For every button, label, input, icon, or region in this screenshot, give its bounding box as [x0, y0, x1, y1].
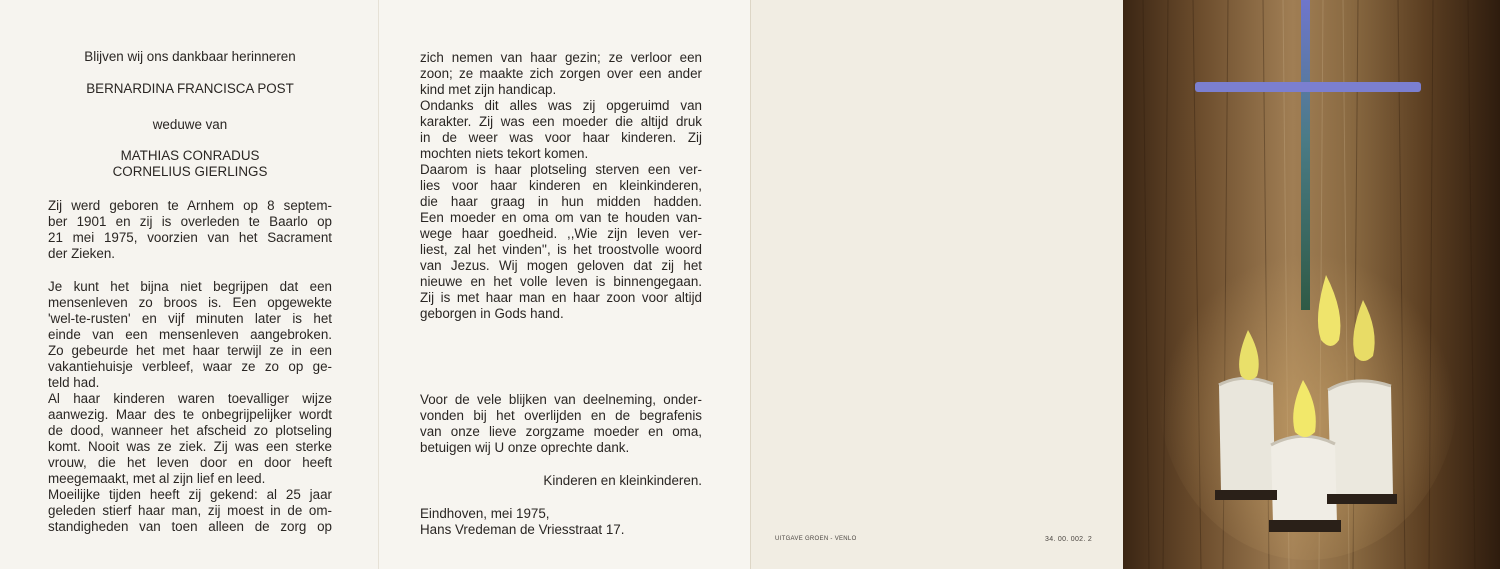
text-line: zoon; ze maakte zich zorgen over een ander [420, 66, 702, 81]
back-page [750, 0, 1124, 569]
family-signature: Kinderen en kleinkinderen. [543, 473, 702, 488]
text-line: geleden stierf haar man, zij moest in de om- [48, 503, 332, 518]
text-line: 21 mei 1975, voorzien van het Sacrament [48, 230, 332, 245]
widow-of-line: weduwe van [152, 117, 228, 132]
text-line: Daarom is haar plotseling sterven een ver- [420, 162, 702, 177]
text-line: Een moeder en oma om van te houden van- [420, 210, 702, 225]
card-code: 34. 00. 002. 2 [1045, 536, 1093, 543]
text-line: Moeilijke tijden heeft zij gekend: al 25 jaar [48, 487, 332, 502]
cross-icon [1301, 0, 1310, 310]
text-line: Zo gebeurde het met haar terwijl ze in een [48, 343, 332, 358]
text-line: wege haar goedheid. ,,Wie zijn leven ver- [420, 226, 702, 241]
text-line: Je kunt het bijna niet begrijpen dat een [48, 279, 332, 294]
text-line: 'wel-te-rusten' en vijf minuten later is het [48, 311, 332, 326]
intro-line: Blijven wij ons dankbaar herinneren [84, 49, 296, 64]
address: Hans Vredeman de Vriesstraat 17. [420, 522, 625, 537]
text-line: de dood, wanneer het afscheid zo plotseling [48, 423, 332, 438]
text-line: kind met zijn handicap. [420, 82, 557, 97]
text-line: mensenleven zo broos is. Een opgewekte [48, 295, 332, 310]
thanks-line: vonden bij het overlijden en de begrafenis [420, 408, 702, 423]
text-line: nieuwe en het volle leven is binnengegaan. [420, 274, 702, 289]
text-line: teld had. [48, 375, 100, 390]
cross-and-candles-painting [1123, 0, 1500, 569]
text-line: zich nemen van haar gezin; ze verloor een [420, 50, 702, 65]
text-line: der Zieken. [48, 246, 115, 261]
text-line: lies voor haar kinderen en kleinkinderen, [420, 178, 702, 193]
text-line: van Jezus. Wij mogen geloven dat zij het [420, 258, 702, 273]
thanks-line: van onze lieve zorgzame moeder en oma, [420, 424, 702, 439]
right-text-page [378, 0, 751, 569]
text-line: in de weer was voor haar kinderen. Zij [420, 130, 702, 145]
text-line: liest, zal het vinden'', is het troostvolle woord [420, 242, 702, 257]
place-and-date: Eindhoven, mei 1975, [420, 506, 550, 521]
text-line: vakantiehuisje verbleef, waar ze zo op ge- [48, 359, 332, 374]
text-line: standigheden van toen alleen de zorg op [48, 519, 332, 534]
cover-illustration [1123, 0, 1500, 569]
text-line: Zij is met haar man en haar zoon voor altijd [420, 290, 702, 305]
text-line: einde van een mensenleven aangebroken. [48, 327, 332, 342]
spouse-name-line-1: MATHIAS CONRADUS [120, 148, 260, 163]
text-line: karakter. Zij was een moeder die altijd druk [420, 114, 702, 129]
text-line: Ondanks dit alles was zij opgeruimd van [420, 98, 702, 113]
text-line: meegemaakt, met al zijn lief en leed. [48, 471, 266, 486]
left-text-page [0, 0, 378, 569]
text-line: geborgen in Gods hand. [420, 306, 564, 321]
text-line: die haar graag in hun midden hadden. [420, 194, 702, 209]
deceased-name: BERNARDINA FRANCISCA POST [86, 81, 294, 96]
thanks-line: betuigen wij U onze oprechte dank. [420, 440, 630, 455]
text-line: Zij werd geboren te Arnhem op 8 septem- [48, 198, 332, 213]
text-line: komt. Nooit was ze ziek. Zij was een sterke [48, 439, 332, 454]
text-line: aanwezig. Maar des te onbegrijpelijker wordt [48, 407, 332, 422]
text-line: vrouw, die het leven door en door heeft [48, 455, 332, 470]
text-line: Al haar kinderen waren toevalliger wijze [48, 391, 332, 406]
text-line: mochten niets tekort komen. [420, 146, 589, 161]
publisher-imprint: UITGAVE GROEN - VENLO [775, 536, 857, 542]
text-line: ber 1901 en zij is overleden te Baarlo op [48, 214, 332, 229]
spouse-name-line-2: CORNELIUS GIERLINGS [112, 164, 268, 179]
thanks-line: Voor de vele blijken van deelneming, onder- [420, 392, 702, 407]
